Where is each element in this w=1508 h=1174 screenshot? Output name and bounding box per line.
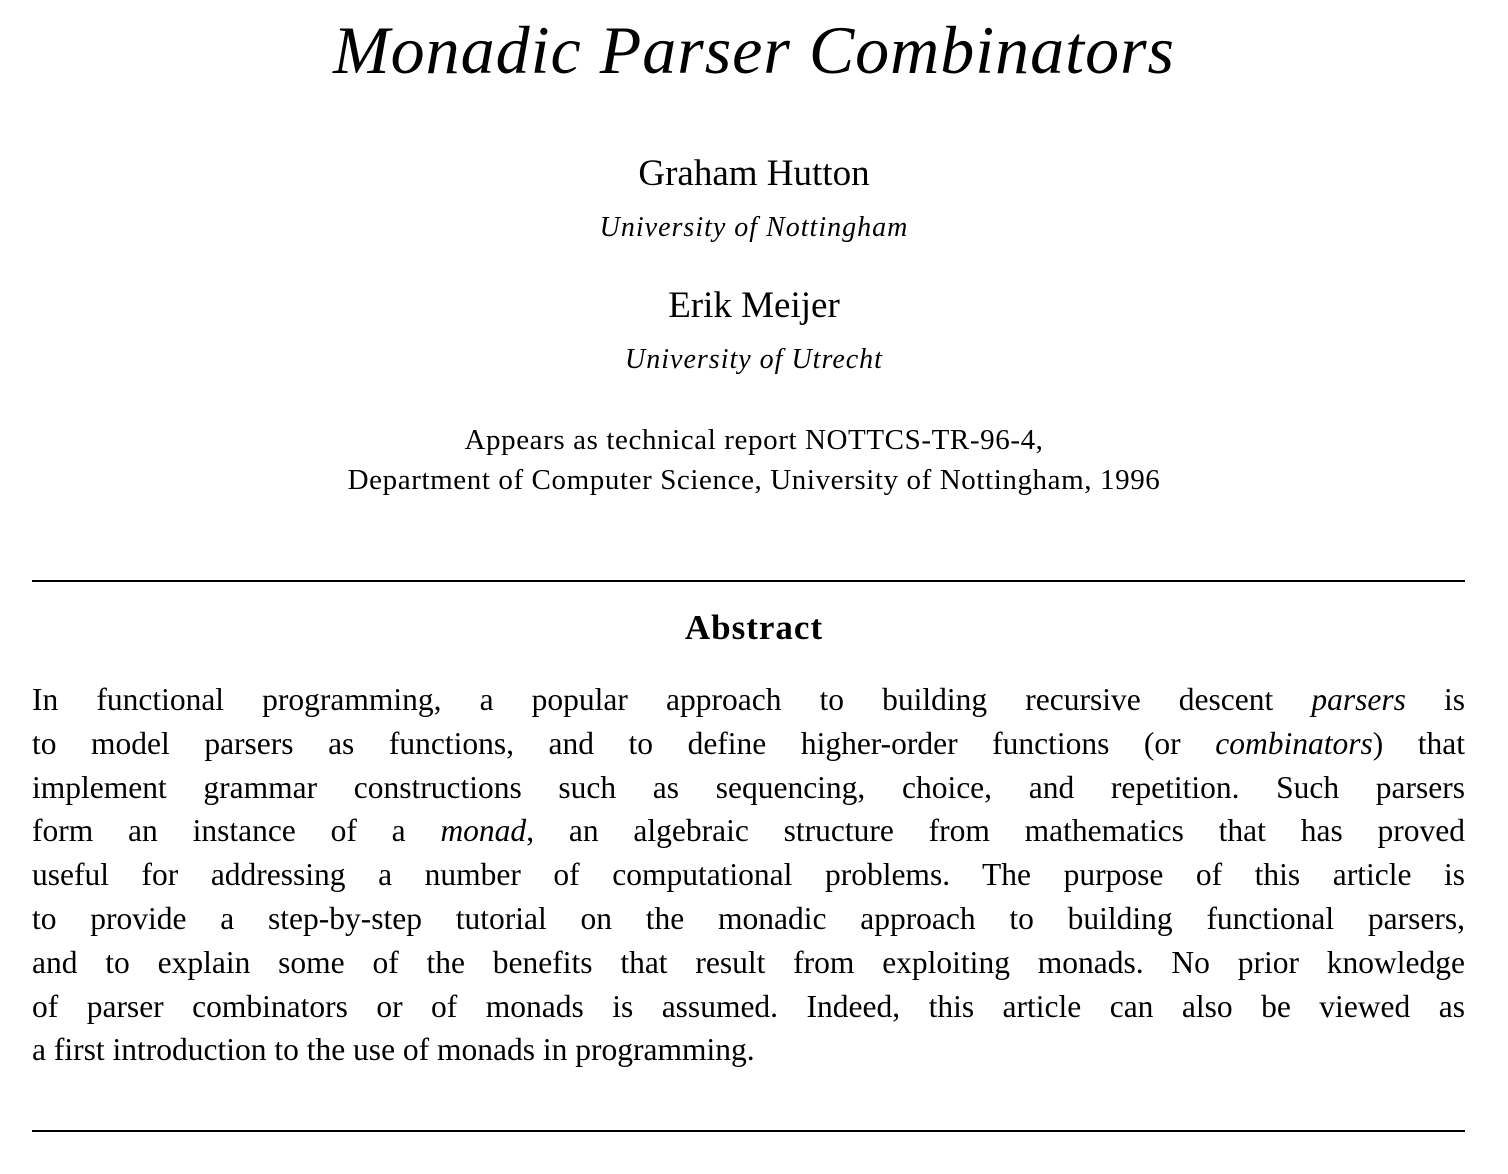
author-affiliation: University of Utrecht: [625, 344, 883, 375]
abstract-text: In functional programming, a popular approach to building recursive descent: [32, 682, 1274, 717]
abstract-emphasis: monad: [440, 813, 527, 849]
author-affiliation: University of Nottingham: [599, 212, 909, 243]
abstract-text: , an algebraic structure from mathematics that has proved: [526, 813, 1465, 849]
top-divider: [32, 580, 1465, 582]
author-name: Erik Meijer: [668, 285, 840, 326]
author-name: Graham Hutton: [638, 153, 870, 194]
abstract-line: to provide a step-by-step tutorial on the monadic approach to building functional parsers,: [32, 900, 1465, 936]
report-note-line-1: Appears as technical report NOTTCS-TR-96-4,: [464, 424, 1044, 456]
abstract-line: of parser combinators or of monads is assumed. Indeed, this article can also be viewed as: [32, 988, 1465, 1024]
abstract-emphasis: combinators: [1215, 725, 1373, 761]
report-note-line-2: Department of Computer Science, University of Nottingham, 1996: [347, 464, 1161, 496]
abstract-text: is: [1444, 682, 1466, 717]
bottom-divider: [32, 1130, 1465, 1132]
abstract-emphasis: parsers: [1311, 682, 1406, 717]
abstract-body: [32, 678, 1465, 1072]
abstract-line: [32, 722, 1465, 766]
abstract-line: implement grammar constructions such as sequencing, choice, and repetition. Such parsers: [32, 769, 1465, 805]
abstract-line: [32, 678, 1465, 722]
abstract-line: useful for addressing a number of computational problems. The purpose of this article is: [32, 857, 1465, 893]
abstract-text: form an instance of a: [32, 813, 406, 849]
paper-title: Monadic Parser Combinators: [333, 12, 1175, 88]
abstract-text: to model parsers as functions, and to define higher-order functions (or: [32, 725, 1181, 761]
abstract-heading: Abstract: [684, 608, 824, 647]
abstract-line: [32, 809, 1465, 853]
abstract-line: and to explain some of the benefits that result from exploiting monads. No prior knowledge: [32, 944, 1465, 980]
abstract-line: a first introduction to the use of monads in programming.: [32, 1032, 755, 1068]
abstract-text: ) that: [1372, 725, 1465, 761]
